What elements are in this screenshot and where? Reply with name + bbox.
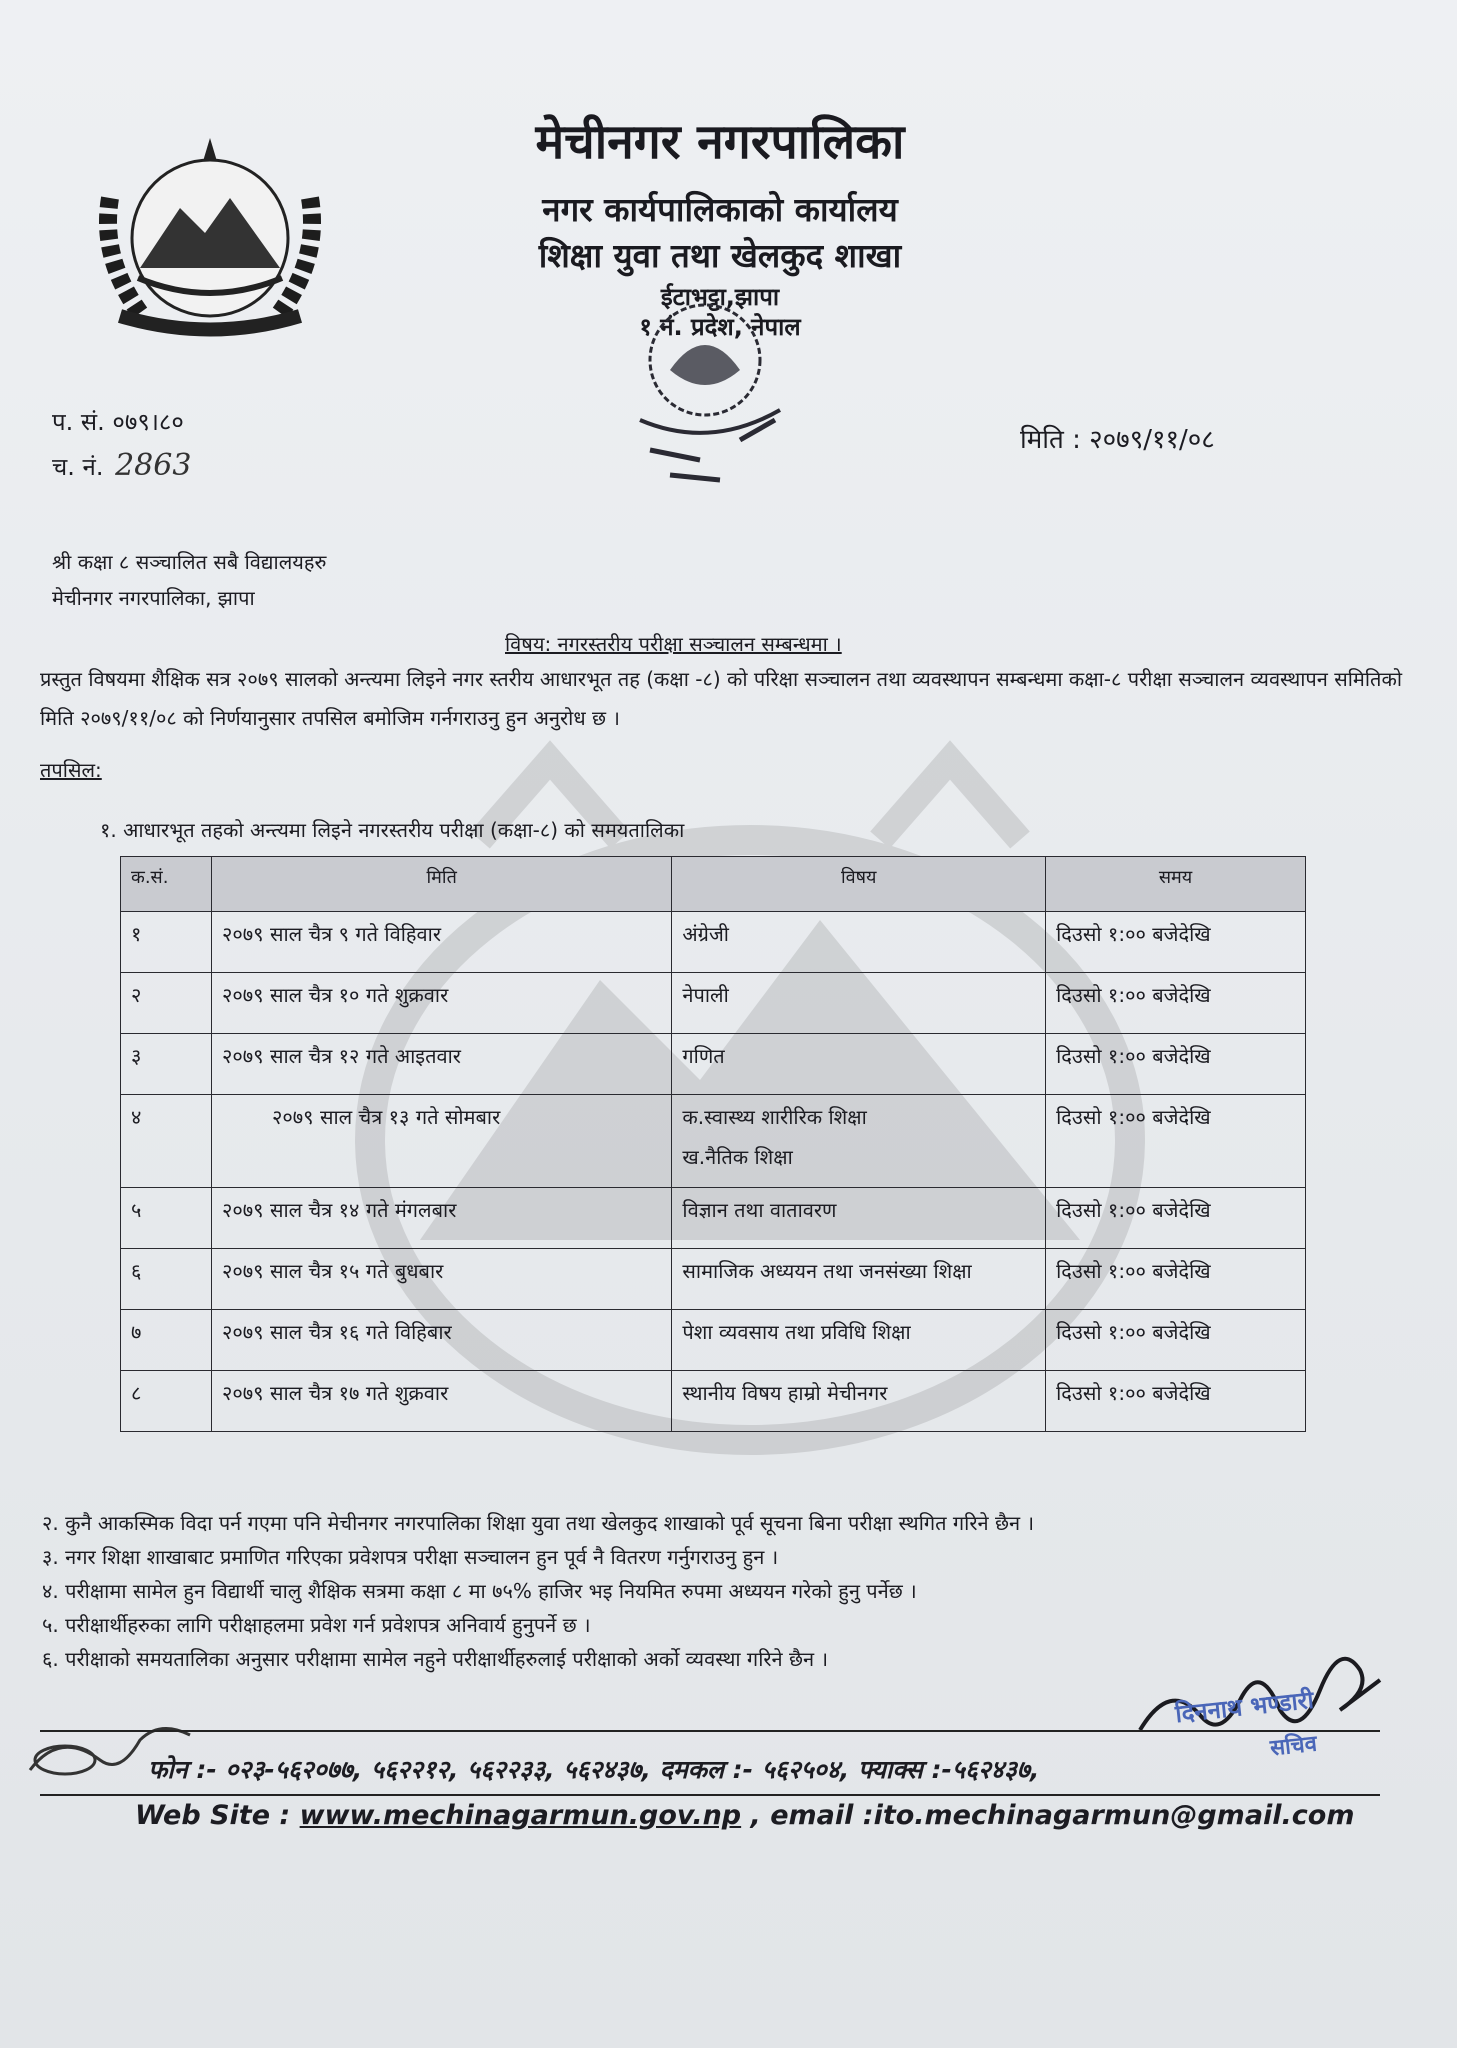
cell-subject: पेशा व्यवसाय तथा प्रविधि शिक्षा bbox=[672, 1310, 1046, 1371]
cell-subject: अंग्रेजी bbox=[672, 912, 1046, 973]
subject-line: विषय: नगरस्तरीय परीक्षा सञ्चालन सम्बन्धमा । bbox=[505, 632, 842, 656]
footer-rule-top bbox=[40, 1730, 1380, 1732]
cell-time: दिउसो १:०० बजेदेखि bbox=[1046, 912, 1306, 973]
cell-subject: विज्ञान तथा वातावरण bbox=[672, 1188, 1046, 1249]
cell-sn: ७ bbox=[121, 1310, 212, 1371]
signatory-name: दिननाथ भण्डारी bbox=[1173, 1685, 1316, 1729]
office-seal-stamp bbox=[610, 300, 820, 500]
cell-subject: गणित bbox=[672, 1034, 1046, 1095]
footer-rule-bottom bbox=[40, 1794, 1380, 1796]
tapsil-heading: तपसिल: bbox=[40, 758, 102, 782]
signatory-title: सचिव bbox=[1268, 1731, 1319, 1762]
cell-date: २०७९ साल चैत्र १० गते शुक्रवार bbox=[211, 973, 671, 1034]
date-value: २०७९/११/०८ bbox=[1089, 425, 1215, 455]
dispatch-number-handwritten: 2863 bbox=[115, 448, 192, 483]
cell-date: २०७९ साल चैत्र १३ गते सोमबार bbox=[211, 1095, 671, 1188]
table-caption: १. आधारभूत तहको अन्त्यमा लिइने नगरस्तरीय परीक्षा (कक्षा-८) को समयतालिका bbox=[100, 818, 685, 842]
recipient-line-1: श्री कक्षा ८ सञ्चालित सबै विद्यालयहरु bbox=[52, 550, 327, 574]
municipality-name: मेचीनगर नगरपालिका bbox=[535, 114, 905, 170]
government-emblem-logo bbox=[80, 118, 340, 338]
header-date: मिति bbox=[211, 857, 671, 912]
cell-sn: ६ bbox=[121, 1249, 212, 1310]
list-item: २. कुनै आकस्मिक विदा पर्न गएमा पनि मेचीनगर नगरपालिका शिक्षा युवा तथा खेलकुद शाखाको पूर्व सूचना बिना परीक्षा स्थगित गरिने छैन । bbox=[42, 1511, 1035, 1535]
website-link[interactable]: www.mechinagarmun.gov.np bbox=[299, 1800, 742, 1831]
cell-time: दिउसो १:०० बजेदेखि bbox=[1046, 973, 1306, 1034]
cell-subject: नेपाली bbox=[672, 973, 1046, 1034]
cell-date: २०७९ साल चैत्र १४ गते मंगलबार bbox=[211, 1188, 671, 1249]
table-row bbox=[121, 1249, 1306, 1310]
table-row bbox=[121, 1095, 1306, 1188]
cell-time: दिउसो १:०० बजेदेखि bbox=[1046, 1095, 1306, 1188]
province: १ नं. प्रदेश, नेपाल bbox=[639, 313, 801, 341]
intro-paragraph: प्रस्तुत विषयमा शैक्षिक सत्र २०७९ सालको अन्त्यमा लिइने नगर स्तरीय आधारभूत तह (कक्षा -८) को परिक्षा सञ्चालन तथा व्यवस्थापन सम्बन्धमा कक्षा-८ परीक्षा सञ्चालन व्यवस्थापन समितिको मिति २०७९/११/०८ को निर्णयानुसार तपसिल बमोजिम गर्नगराउनु हुन अनुरोध छ । bbox=[40, 667, 1402, 730]
cell-date: २०७९ साल चैत्र ९ गते विहिवार bbox=[211, 912, 671, 973]
table-row bbox=[121, 1188, 1306, 1249]
website-email-line bbox=[135, 1800, 1355, 1831]
header-sn: क.सं. bbox=[121, 857, 212, 912]
cell-time: दिउसो १:०० बजेदेखि bbox=[1046, 1188, 1306, 1249]
cell-time: दिउसो १:०० बजेदेखि bbox=[1046, 1310, 1306, 1371]
subject-line-b: ख.नैतिक शिक्षा bbox=[682, 1145, 793, 1169]
contact-phone: फोन :- ०२३-५६२०७७, ५६२२१२, ५६२२३३, ५६२४३७, दमकल :- ५६२५०४, फ्याक्स :-५६२४३७, bbox=[148, 1755, 1040, 1784]
cell-sn: १ bbox=[121, 912, 212, 973]
reference-number bbox=[52, 405, 184, 438]
cell-sn: ५ bbox=[121, 1188, 212, 1249]
recipient-line-2: मेचीनगर नगरपालिका, झापा bbox=[52, 586, 255, 610]
table-row bbox=[121, 1310, 1306, 1371]
list-item: ३. नगर शिक्षा शाखाबाट प्रमाणित गरिएका प्रवेशपत्र परीक्षा सञ्चालन हुन पूर्व नै वितरण गर्नुगराउनु हुन । bbox=[42, 1545, 779, 1569]
ref-label: प. सं. bbox=[52, 408, 105, 436]
date-label: मिति : bbox=[1020, 425, 1081, 455]
table-header-row bbox=[121, 857, 1306, 912]
list-item: ४. परीक्षामा सामेल हुन विद्यार्थी चालु शैक्षिक सत्रमा कक्षा ८ मा ७५% हाजिर भइ नियमित रुपमा अध्ययन गरेको हुनु पर्नेछ । bbox=[42, 1579, 917, 1603]
ref-year: ०७९।८० bbox=[112, 408, 184, 436]
exam-schedule-table bbox=[120, 856, 1306, 1432]
cell-sn: २ bbox=[121, 973, 212, 1034]
table-row bbox=[121, 1034, 1306, 1095]
instruction-list bbox=[42, 1506, 1034, 1676]
cell-subject: स्थानीय विषय हाम्रो मेचीनगर bbox=[672, 1371, 1046, 1432]
list-item: ६. परीक्षाको समयतालिका अनुसार परीक्षामा सामेल नहुने परीक्षार्थीहरुलाई परीक्षाको अर्को व्यवस्था गरिने छैन । bbox=[42, 1647, 829, 1671]
list-item: ५. परीक्षार्थीहरुका लागि परीक्षाहलमा प्रवेश गर्न प्रवेशपत्र अनिवार्य हुनुपर्ने छ । bbox=[42, 1613, 591, 1637]
web-label: Web Site : bbox=[135, 1800, 300, 1831]
cell-sn: ३ bbox=[121, 1034, 212, 1095]
table-row bbox=[121, 1371, 1306, 1432]
subject-line-a: क.स्वास्थ्य शारीरिक शिक्षा bbox=[682, 1105, 867, 1129]
letter-date bbox=[1020, 420, 1215, 456]
cell-sn: ८ bbox=[121, 1371, 212, 1432]
table-row bbox=[121, 973, 1306, 1034]
cell-time: दिउसो १:०० बजेदेखि bbox=[1046, 1034, 1306, 1095]
header-subject: विषय bbox=[672, 857, 1046, 912]
table-row bbox=[121, 912, 1306, 973]
dispatch-label: च. नं. bbox=[52, 453, 104, 481]
location: ईटाभट्टा,झापा bbox=[660, 283, 780, 311]
cell-time: दिउसो १:०० बजेदेखि bbox=[1046, 1371, 1306, 1432]
dispatch-number bbox=[52, 448, 191, 483]
office-name: नगर कार्यपालिकाको कार्यालय bbox=[542, 190, 898, 229]
cell-time: दिउसो १:०० बजेदेखि bbox=[1046, 1249, 1306, 1310]
cell-date: २०७९ साल चैत्र १२ गते आइतवार bbox=[211, 1034, 671, 1095]
branch-name: शिक्षा युवा तथा खेलकुद शाखा bbox=[538, 236, 902, 275]
cell-date: २०७९ साल चैत्र १५ गते बुधबार bbox=[211, 1249, 671, 1310]
cell-subject: सामाजिक अध्ययन तथा जनसंख्या शिक्षा bbox=[672, 1249, 1046, 1310]
cell-sn: ४ bbox=[121, 1095, 212, 1188]
cell-date: २०७९ साल चैत्र १६ गते विहिबार bbox=[211, 1310, 671, 1371]
cell-subject bbox=[672, 1095, 1046, 1188]
cell-date: २०७९ साल चैत्र १७ गते शुक्रवार bbox=[211, 1371, 671, 1432]
email-text[interactable]: , email :ito.mechinagarmun@gmail.com bbox=[750, 1800, 1355, 1831]
header-time: समय bbox=[1046, 857, 1306, 912]
